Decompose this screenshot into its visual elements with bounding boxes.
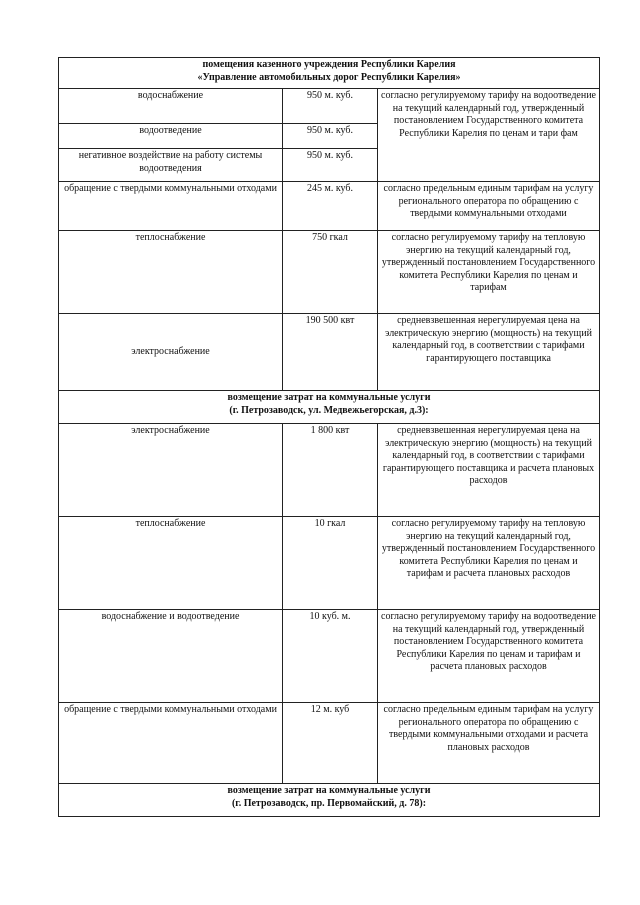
table-row — [59, 89, 600, 124]
volume-cell: 950 м. куб. — [283, 124, 378, 149]
section-heading-row — [59, 58, 600, 89]
section-heading-line: возмещение затрат на коммунальные услуги — [227, 392, 431, 403]
section-heading — [59, 391, 600, 424]
volume-cell: 950 м. куб. — [283, 149, 378, 182]
basis-cell: согласно регулируемому тарифу на тепловую энергию на текущий календарный год, утвержденный постановлением Государственного комитета Республики Карелия по ценам и тарифам и расчета плановых расходов — [378, 517, 600, 610]
service-cell: электроснабжение — [59, 424, 283, 517]
table-row — [59, 424, 600, 517]
service-cell: теплоснабжение — [59, 517, 283, 610]
service-cell: водоснабжение и водоотведение — [59, 610, 283, 703]
volume-cell: 245 м. куб. — [283, 182, 378, 231]
section-heading-line: (г. Петрозаводск, ул. Медвежьегорская, д.3): — [229, 404, 429, 416]
basis-cell: средневзвешенная нерегулируемая цена на электрическую энергию (мощность) на текущий календарный год, в соответствии с тарифами гарантирующего поставщика — [378, 314, 600, 391]
volume-cell: 1 800 квт — [283, 424, 378, 517]
service-cell: теплоснабжение — [59, 231, 283, 314]
basis-cell: согласно предельным единым тарифам на услугу регионального оператора по обращению с твердыми коммунальными отходами — [378, 182, 600, 231]
basis-cell: согласно регулируемому тарифу на водоотведение на текущий календарный год, утвержденный постановлением Государственного комитета Республики Карелия по ценам и тари фам — [378, 89, 600, 182]
service-cell: водоотведение — [59, 124, 283, 149]
table-row — [59, 703, 600, 784]
volume-cell: 750 гкал — [283, 231, 378, 314]
section-heading-line: помещения казенного учреждения Республики Карелия — [202, 59, 456, 70]
document-page — [58, 57, 599, 817]
service-cell: электроснабжение — [59, 314, 283, 391]
table-row — [59, 610, 600, 703]
section-heading — [59, 58, 600, 89]
basis-cell: согласно регулируемому тарифу на водоотведение на текущий календарный год, утвержденный постановлением Государственного комитета Республики Карелия по ценам и тарифам и расчета плановых расходов — [378, 610, 600, 703]
basis-cell: средневзвешенная нерегулируемая цена на электрическую энергию (мощность) на текущий календарный год, в соответствии с тарифами гарантирующего поставщика и расчета плановых расходов — [378, 424, 600, 517]
section-heading-row — [59, 391, 600, 424]
table-row — [59, 314, 600, 391]
volume-cell: 10 гкал — [283, 517, 378, 610]
section-heading — [59, 784, 600, 817]
service-cell: обращение с твердыми коммунальными отходами — [59, 703, 283, 784]
section-heading-line: (г. Петрозаводск, пр. Первомайский, д. 78): — [231, 797, 427, 809]
service-cell: обращение с твердыми коммунальными отходами — [59, 182, 283, 231]
table-row — [59, 182, 600, 231]
section-heading-line: возмещение затрат на коммунальные услуги — [227, 785, 431, 796]
volume-cell: 12 м. куб — [283, 703, 378, 784]
basis-cell: согласно предельным единым тарифам на услугу регионального оператора по обращению с твердыми коммунальными отходами и расчета плановых расходов — [378, 703, 600, 784]
volume-cell: 950 м. куб. — [283, 89, 378, 124]
basis-cell: согласно регулируемому тарифу на тепловую энергию на текущий календарный год, утвержденный постановлением Государственного комитета Республики Карелия по ценам и тарифам — [378, 231, 600, 314]
volume-cell: 190 500 квт — [283, 314, 378, 391]
service-cell: негативное воздействие на работу системы водоотведения — [59, 149, 283, 182]
volume-cell: 10 куб. м. — [283, 610, 378, 703]
table-row — [59, 231, 600, 314]
tariff-table — [58, 57, 600, 817]
service-cell: водоснабжение — [59, 89, 283, 124]
section-heading-line: «Управление автомобильных дорог Республики Карелия» — [197, 71, 461, 83]
table-row — [59, 517, 600, 610]
section-heading-row — [59, 784, 600, 817]
